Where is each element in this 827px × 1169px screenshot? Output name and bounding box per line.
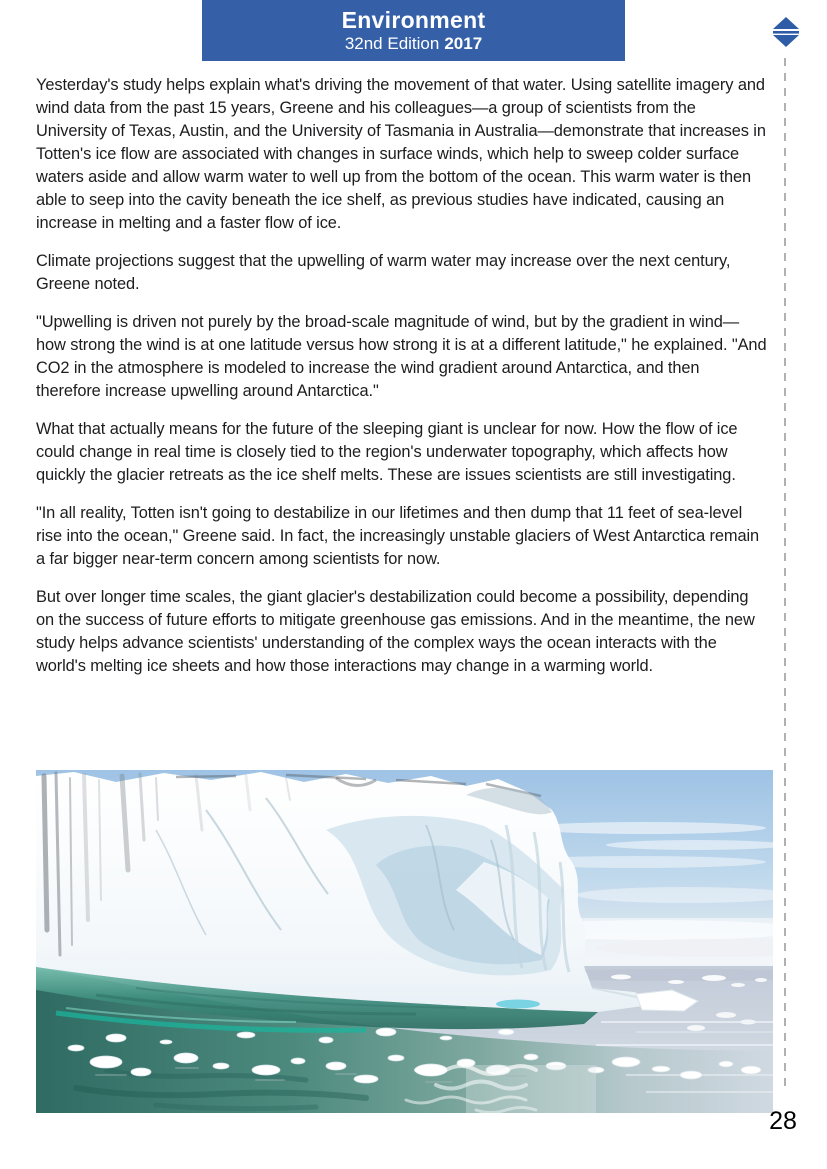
article-paragraph: What that actually means for the future of the sleeping giant is unclear for now. How the flow of ice could change in real time is closely tied to the region's underwater topography, which affects how quickly the glacier retreats as the ice shelf melts. These are issues scientists are still investigating.: [36, 420, 738, 484]
banner-title: Environment: [341, 7, 486, 33]
article-paragraph: "In all reality, Totten isn't going to destabilize in our lifetimes and then dump that 11 feet of sea-level rise into the ocean," Greene said. In fact, the increasingly unstable glaciers of West Antarctica remain a far bigger near-term concern among scientists for now.: [36, 504, 760, 568]
edition-banner: [202, 0, 625, 61]
article-body: [36, 74, 767, 693]
banner-edition-label: 32nd Edition: [344, 34, 440, 53]
divider-bar: [773, 31, 799, 34]
iceberg-photo: [36, 770, 773, 1113]
article-paragraph: But over longer time scales, the giant glacier's destabilization could become a possibility, depending on the success of future efforts to mitigate greenhouse gas emissions. And in the meantime, the new study helps advance scientists' understanding of the complex ways the ocean interacts with the world's melting ice sheets and how those interactions may change in a warming world.: [36, 588, 755, 675]
article-paragraph: Climate projections suggest that the upwelling of warm water may increase over the next century, Greene noted.: [36, 252, 731, 293]
down-arrow-icon[interactable]: [773, 35, 799, 47]
scroll-updown-icon[interactable]: [771, 16, 801, 48]
page-number: 28: [769, 1107, 797, 1135]
iceberg-photo-svg: [36, 770, 773, 1113]
banner-year: 2017: [444, 34, 483, 53]
article-paragraph: "Upwelling is driven not purely by the broad-scale magnitude of wind, but by the gradient in wind—how strong the wind is at one latitude versus how strong it is at a different latitude," he explained. "And CO2 in the atmosphere is modeled to increase the wind gradient around Antarctica, and then therefore increase upwelling around Antarctica.": [36, 313, 767, 400]
article-paragraph: Yesterday's study helps explain what's driving the movement of that water. Using satellite imagery and wind data from the past 15 years, Greene and his colleagues—a group of scientists from the University of Texas, Austin, and the University of Tasmania in Australia—demonstrate that increases in Totten's ice flow are associated with changes in surface winds, which help to sweep colder surface waters aside and allow warm water to well up from the bottom of the ocean. This warm water is then able to seep into the cavity beneath the ice shelf, as previous studies have indicated, causing an increase in melting and a faster flow of ice.: [36, 76, 766, 232]
dashed-divider: [784, 58, 786, 1092]
up-arrow-icon[interactable]: [773, 17, 799, 29]
banner-subtitle: [202, 33, 625, 54]
updown-arrows-svg: [771, 16, 801, 48]
